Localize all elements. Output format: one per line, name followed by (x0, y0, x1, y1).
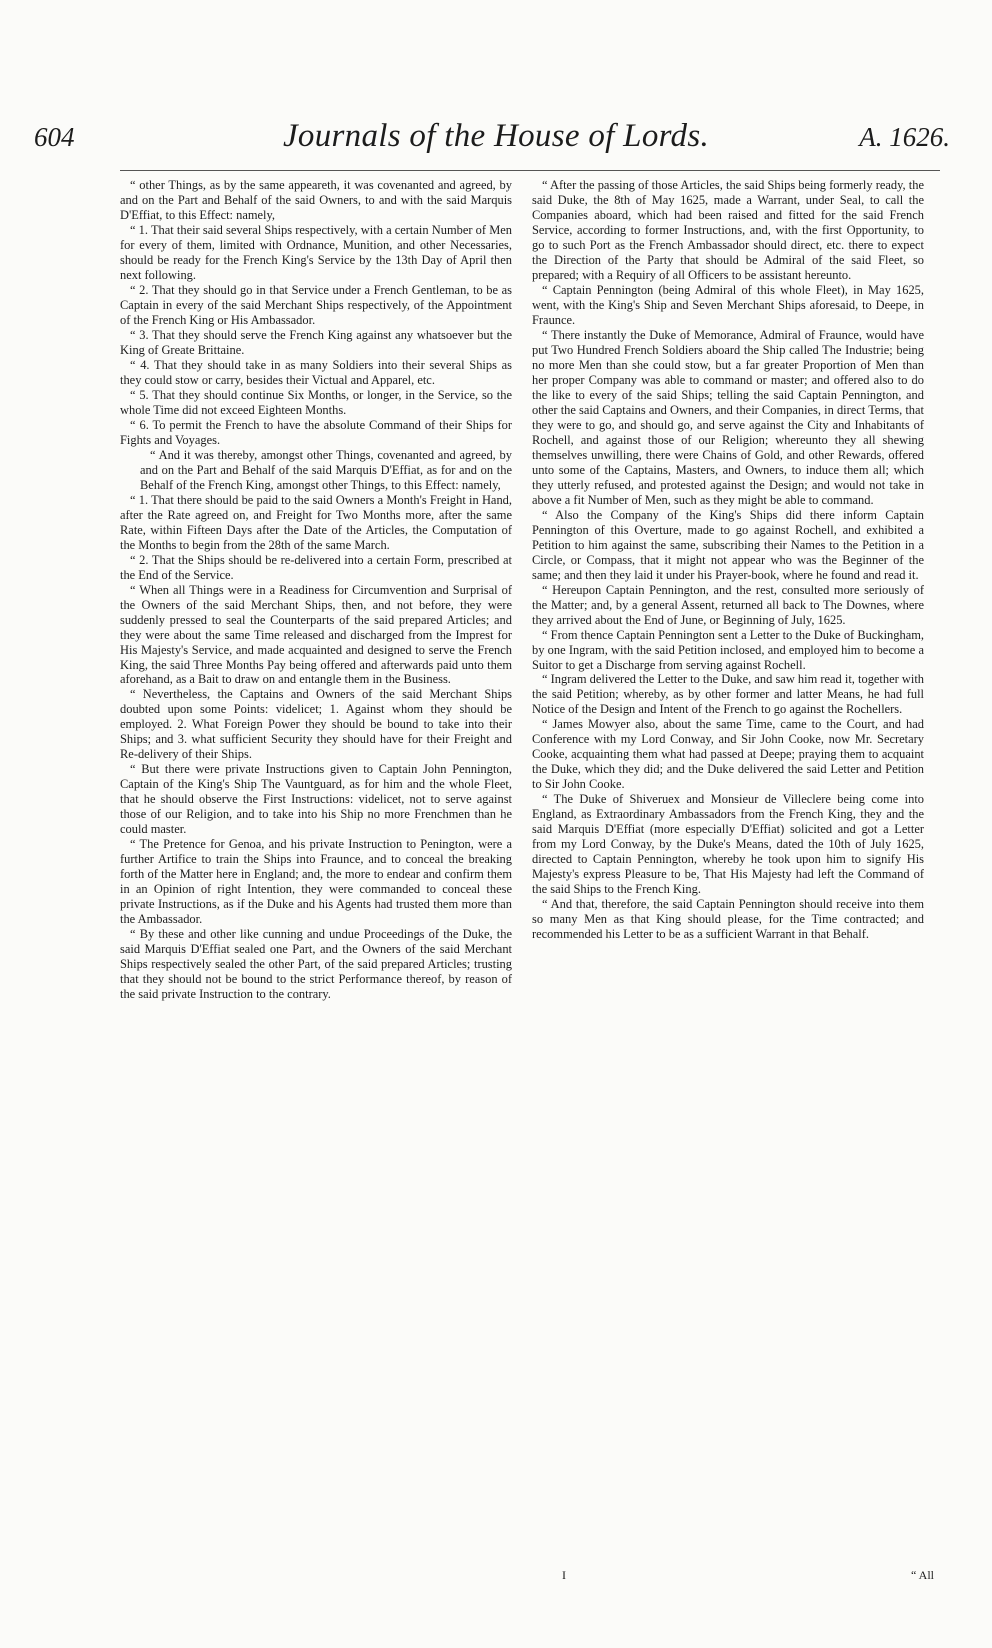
paragraph: “ 2. That they should go in that Service under a French Gentleman, to be as Captain in every of the said Merchant Ships respectively, of the Appointment of the French King or His Ambassador. (120, 282, 512, 327)
paragraph: “ The Pretence for Genoa, and his private Instruction to Penington, were a further Artifice to train the Ships into Fraunce, and to conceal the breaking forth of the Matter here in England; and, the more to endear and confirm them in an Opinion of right Intention, they were commanded to conceal these private Instructions, as if the Duke and his Agents had trusted them more than the Ambassador. (120, 837, 512, 927)
paragraph: “ James Mowyer also, about the same Time, came to the Court, and had Conference with my Lord Conway, and Sir John Cooke, now Mr. Secretary Cooke, acquainting them what had passed at Deepe; praying them to acquaint the Duke, which they did; and the Duke delivered the said Letter and Petition to Sir John Cooke. (532, 717, 924, 792)
paragraph: “ By these and other like cunning and undue Proceedings of the Duke, the said Marquis D'Effiat sealed one Part, and the Owners of the said Merchant Ships respectively sealed the other Part, of the said prepared Articles; trusting that they should not be bound to the strict Performance thereof, by reason of the said private Instruction to the contrary. (120, 927, 512, 1002)
page-footer (562, 1568, 942, 1588)
signature-mark: I (562, 1568, 566, 1582)
paragraph: “ 1. That there should be paid to the said Owners a Month's Freight in Hand, after the Rate agreed on, and Freight for Two Months more, after the same Rate, within Fifteen Days after the Date of the Articles, the Computation of the Months to begin from the 28th of the same March. (120, 492, 512, 552)
left-column (120, 178, 512, 1002)
header-rule (120, 170, 940, 171)
page-header (0, 118, 992, 166)
catchword: “ All (911, 1568, 934, 1582)
paragraph: “ other Things, as by the same appeareth, it was covenanted and agreed, by and on the Part and Behalf of the said Owners, to and with the said Marquis D'Effiat, to this Effect: namely, (120, 178, 512, 222)
paragraph: “ But there were private Instructions given to Captain John Pennington, Captain of the King's Ship The Vauntguard, as for him and the whole Fleet, that he should observe the First Instructions: videlicet, not to serve against those of our Religion, and to take into his Ship no more Frenchmen than he could master. (120, 762, 512, 837)
paragraph: “ Nevertheless, the Captains and Owners of the said Merchant Ships doubted upon some Points: videlicet; 1. Against whom they should be employed. 2. What Foreign Power they should be bound to take into their Ships; and 3. what sufficient Security they should have for their Freight and Re-delivery of their Ships. (120, 687, 512, 762)
paragraph: “ After the passing of those Articles, the said Ships being formerly ready, the said Duke, the 8th of May 1625, made a Warrant, under Seal, to call the Companies aboard, which had been raised and fitted for the said French Service, according to former Instructions, and, with the first Opportunity, to go to such Port as the French Ambassador should direct, etc. there to expect the Direction of the Party that should be Admiral of the said Fleet, so prepared; with a Requiry of all Officers to be assistant hereunto. (532, 178, 924, 282)
paragraph: “ Captain Pennington (being Admiral of this whole Fleet), in May 1625, went, with the King's Ship and Seven Merchant Ships aforesaid, to Deepe, in Fraunce. (532, 282, 924, 327)
paragraph: “ The Duke of Shiveruex and Monsieur de Villeclere being come into England, as Extraordinary Ambassadors from the French King, they and the said Marquis D'Effiat (more especially D'Effiat) solicited and got a Letter from my Lord Conway, by the Duke's Means, dated the 10th of July 1625, directed to Captain Pennington, whereby he took upon him to signify His Majesty's express Pleasure to be, That His Majesty had left the Command of the said Ships to the French King. (532, 792, 924, 897)
paragraph: “ There instantly the Duke of Memorance, Admiral of Fraunce, would have put Two Hundred French Soldiers aboard the Ship called The Industrie; being no more Men than she could stow, but a far greater Proportion of Men than her proper Company was able to command or master; and offered also to do the like to every of the said Ships; telling the said Captain Pennington, and other the said Captains and Owners, and their Companies, in direct Terms, that they were to go, and should go, and serve against the City and Inhabitants of Rochell, and against those of our Religion; whereunto they all shewing themselves unwilling, there were Chains of Gold, and other Rewards, offered unto some of the Captains, Masters, and Owners, to induce them all; which they utterly refused, and protested against the Design; and would not take in above a fit Number of Men, such as they might be able to command. (532, 327, 924, 507)
paragraph: “ Hereupon Captain Pennington, and the rest, consulted more seriously of the Matter; and, by a general Assent, returned all back to The Downes, where they arrived about the End of June, or Beginning of July, 1625. (532, 582, 924, 627)
indented-paragraph: “ And it was thereby, amongst other Things, covenanted and agreed, by and on the Part and Behalf of the said Marquis D'Effiat, as for and on the Behalf of the French King, amongst other Things, to this Effect: namely, (140, 447, 512, 492)
paragraph: “ 2. That the Ships should be re-delivered into a certain Form, prescribed at the End of the Service. (120, 552, 512, 582)
right-column (532, 178, 924, 942)
paragraph: “ Also the Company of the King's Ships did there inform Captain Pennington of this Overture, made to go against Rochell, and exhibited a Petition to him against the same, subscribing their Names to the Petition in a Circle, or Compass, that it might not appear who was the Beginner of the same; and then they laid it under his Prayer-book, where he found and read it. (532, 507, 924, 582)
paragraph: “ 4. That they should take in as many Soldiers into their several Ships as they could stow or carry, besides their Victual and Apparel, etc. (120, 357, 512, 387)
paragraph: “ 3. That they should serve the French King against any whatsoever but the King of Greate Brittaine. (120, 327, 512, 357)
paragraph: “ 6. To permit the French to have the absolute Command of their Ships for Fights and Voyages. (120, 417, 512, 447)
paragraph: “ 1. That their said several Ships respectively, with a certain Number of Men for every of them, limited with Ordnance, Munition, and other Necessaries, should be ready for the French King's Service by the 13th Day of April then next following. (120, 222, 512, 282)
paragraph: “ Ingram delivered the Letter to the Duke, and saw him read it, together with the said Petition; whereby, as by other former and latter Means, he had full Notice of the Design and Intent of the French to go against the Rochellers. (532, 672, 924, 717)
paragraph: “ From thence Captain Pennington sent a Letter to the Duke of Buckingham, by one Ingram, with the said Petition inclosed, and employed him to become a Suitor to get a Discharge from serving against Rochell. (532, 627, 924, 672)
running-title: Journals of the House of Lords. (282, 118, 710, 154)
paragraph: “ When all Things were in a Readiness for Circumvention and Surprisal of the Owners of the said Merchant Ships, then, and not before, they were suddenly pressed to seal the Counterparts of the said prepared Articles; and they were about the same Time released and discharged from the Imprest for His Majesty's Service, and made acquainted and designed to serve the French King, the said Three Months Pay being offered and afterwards paid unto them aforehand, as a Bait to draw on and entangle them in the Business. (120, 582, 512, 687)
paragraph: “ 5. That they should continue Six Months, or longer, in the Service, so the whole Time did not exceed Eighteen Months. (120, 387, 512, 417)
paragraph: “ And that, therefore, the said Captain Pennington should receive into them so many Men as that King should please, for the Time contracted; and recommended his Letter to be as a sufficient Warrant in that Behalf. (532, 897, 924, 942)
year-marker: A. 1626. (859, 122, 950, 152)
page-number: 604 (34, 122, 75, 152)
